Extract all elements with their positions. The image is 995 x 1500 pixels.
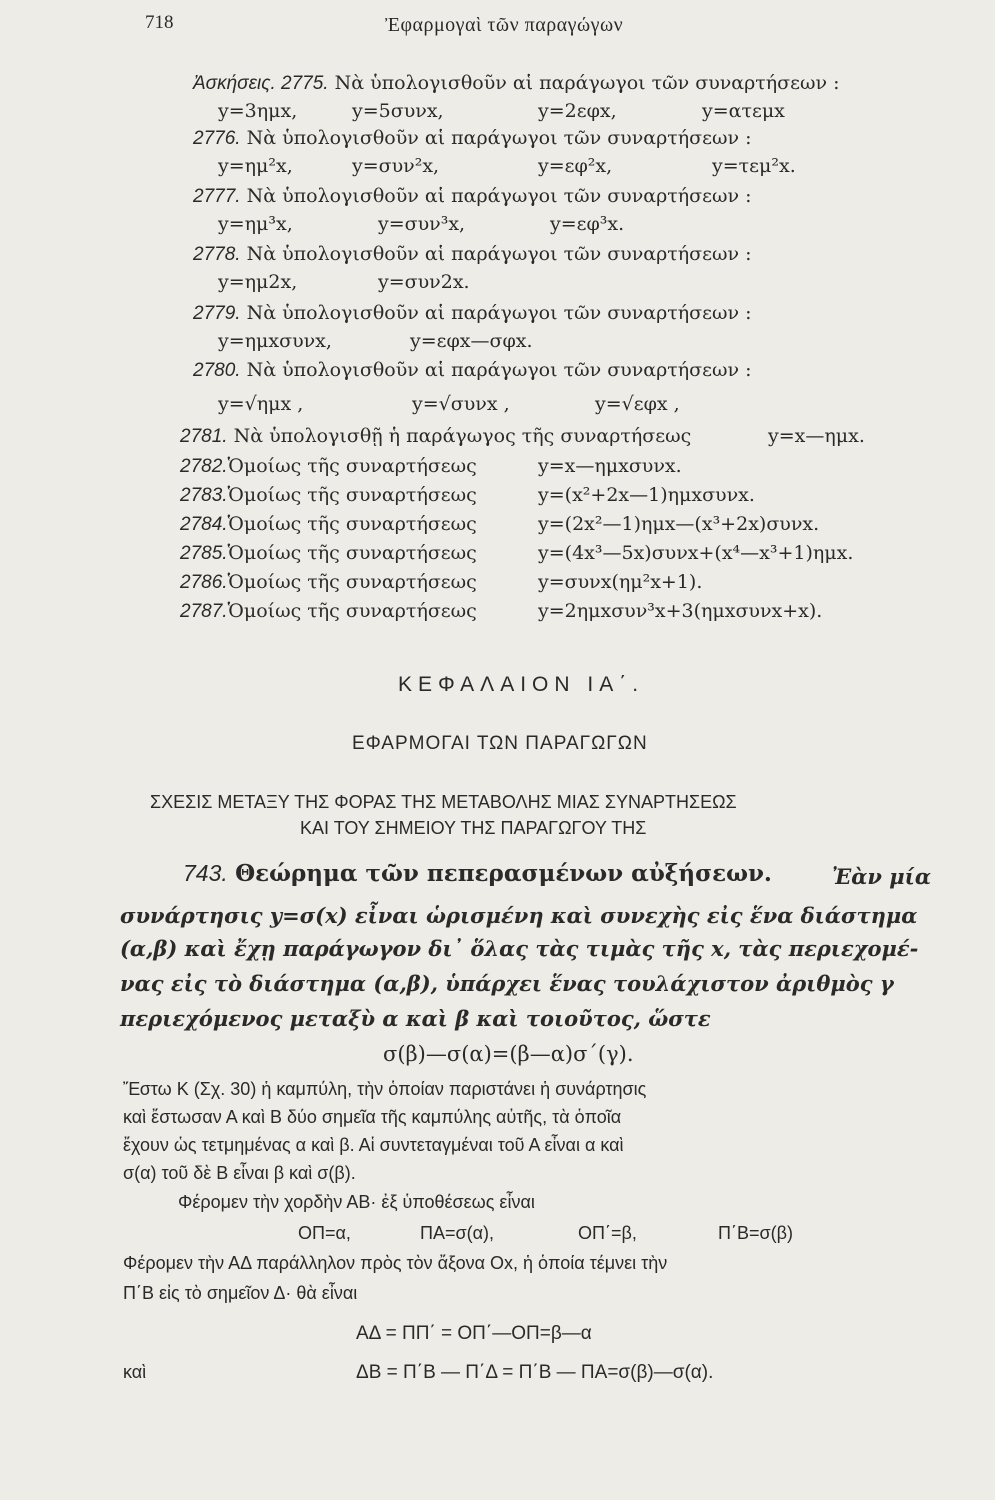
exercise-2785 (180, 542, 477, 565)
segment-op: ΟΠ=α, (298, 1223, 351, 1243)
exercise-number: 2779. (193, 303, 241, 324)
page-number: 718 (145, 12, 174, 33)
exercise-2778 (193, 243, 751, 266)
exercise-text: Νὰ ὑπολογισθοῦν αἱ παράγωγοι τῶν συναρτήσεων : (246, 185, 752, 207)
exercise-text: Ὁμοίως τῆς συναρτήσεως (227, 513, 477, 535)
formula: y=(2x²—1)ημx—(x³+2x)συνx. (538, 513, 820, 535)
exercise-2783 (180, 484, 477, 507)
exercise-text: Νὰ ὑπολογισθοῦν αἱ παράγωγοι τῶν συναρτήσεων : (246, 127, 752, 149)
chapter-title: ΕΦΑΡΜΟΓΑΙ ΤΩΝ ΠΑΡΑΓΩΓΩΝ (352, 733, 648, 754)
proof-text: καὶ ἔστωσαν Α καὶ Β δύο σημεῖα τῆς καμπύλης αὐτῆς, τὰ ὁποῖα (123, 1107, 622, 1127)
exercise-2780 (193, 359, 751, 382)
exercise-2786 (180, 571, 477, 594)
exercise-text: Νὰ ὑπολογισθοῦν αἱ παράγωγοι τῶν συναρτήσεων : (246, 359, 752, 381)
formula: y=x—ημx. (768, 425, 865, 447)
exercise-text: Ὁμοίως τῆς συναρτήσεως (227, 571, 477, 593)
formula: y=ημxσυνx, (218, 330, 332, 352)
theorem-text: περιεχόμενος μεταξὺ α καὶ β καὶ τοιοῦτος, ὥστε (120, 1006, 711, 1031)
exercise-number: 2786. (180, 572, 228, 593)
exercise-text: Νὰ ὑπολογισθοῦν αἱ παράγωγοι τῶν συναρτήσεων : (334, 72, 840, 94)
theorem-formula: σ(β)—σ(α)=(β—α)σ΄(γ). (383, 1042, 634, 1066)
running-title: Ἐφαρμογαὶ τῶν παραγώγων (385, 14, 624, 36)
exercise-2776 (193, 127, 751, 150)
theorem-title: Θεώρημα τῶν πεπερασμένων αὐξήσεων. (235, 860, 772, 887)
proof-text: Φέρομεν τὴν ΑΔ παράλληλον πρὸς τὸν ἄξονα Οx, ἡ ὁποία τέμνει τὴν (123, 1253, 668, 1273)
formula: y=2ημxσυν³x+3(ημxσυνx+x). (538, 600, 823, 622)
formula: y=(4x³—5x)συνx+(x⁴—x³+1)ημx. (538, 542, 854, 564)
formula: y=(x²+2x—1)ημxσυνx. (538, 484, 755, 506)
formula: y=συν²x, (352, 155, 440, 177)
formula: y=εφ³x. (550, 213, 625, 235)
formula: y=εφ²x, (538, 155, 613, 177)
segment-pa: ΠΑ=σ(α), (420, 1223, 495, 1243)
exercise-number: 2787. (180, 601, 228, 622)
exercise-2782 (180, 455, 477, 478)
formula: y=x—ημxσυνx. (538, 455, 682, 477)
theorem-heading (183, 860, 772, 887)
theorem-text: Ἐὰν μία (832, 864, 932, 889)
exercise-text: Ὁμοίως τῆς συναρτήσεως (227, 600, 477, 622)
exercise-number: Ἀσκήσεις. 2775. (193, 73, 329, 94)
exercise-2781 (180, 425, 691, 448)
formula: y=√εφx , (595, 393, 680, 415)
exercise-number: 2777. (193, 186, 241, 207)
proof-text: σ(α) τοῦ δὲ Β εἶναι β καὶ σ(β). (123, 1163, 356, 1183)
exercise-number: 2783. (180, 485, 228, 506)
formula: y=ατεμx (702, 100, 785, 122)
exercise-text: Νὰ ὑπολογισθοῦν αἱ παράγωγοι τῶν συναρτήσεων : (246, 243, 752, 265)
theorem-text: συνάρτησις y=σ(x) εἶναι ὡρισμένη καὶ συνεχὴς εἰς ἕνα διάστημα (120, 903, 918, 928)
exercise-text: Νὰ ὑπολογισθῇ ἡ παράγωγος τῆς συναρτήσεως (233, 425, 692, 447)
segment-p-prime-b: Π΄Β=σ(β) (718, 1223, 793, 1243)
exercise-number: 2776. (193, 128, 241, 149)
conjunction-kai: καὶ (123, 1362, 147, 1382)
exercise-text: Ὁμοίως τῆς συναρτήσεως (227, 484, 477, 506)
exercise-text: Ὁμοίως τῆς συναρτήσεως (227, 455, 477, 477)
exercise-text: Νὰ ὑπολογισθοῦν αἱ παράγωγοι τῶν συναρτήσεων : (246, 302, 752, 324)
proof-text: Φέρομεν τὴν χορδὴν ΑΒ· ἐξ ὑποθέσεως εἶναι (178, 1192, 535, 1212)
segment-op-prime: ΟΠ΄=β, (578, 1223, 637, 1243)
equation-ad: ΑΔ = ΠΠ΄ = ΟΠ΄—ΟΠ=β—α (356, 1323, 592, 1344)
proof-text: Ἔστω Κ (Σχ. 30) ἡ καμπύλη, τὴν ὁποίαν παριστάνει ἡ συνάρτησις (123, 1079, 647, 1099)
chapter-label: ΚΕΦΑΛΑΙΟΝ ΙΑ΄. (398, 673, 645, 696)
formula: y=συν³x, (378, 213, 466, 235)
exercise-2775 (193, 72, 839, 95)
theorem-text: (α,β) καὶ ἔχῃ παράγωγον δι᾿ ὅλας τὰς τιμὰς τῆς x, τὰς περιεχομέ- (120, 936, 919, 961)
proof-text: Π΄Β εἰς τὸ σημεῖον Δ· θὰ εἶναι (123, 1283, 358, 1303)
exercise-2779 (193, 302, 751, 325)
formula: y=3ημx, (218, 100, 298, 122)
exercise-number: 2781. (180, 426, 228, 447)
formula: y=εφx—σφx. (410, 330, 533, 352)
theorem-text: νας εἰς τὸ διάστημα (α,β), ὑπάρχει ἕνας τουλάχιστον ἀριθμὸς γ (120, 971, 894, 996)
exercise-number: 2785. (180, 543, 228, 564)
exercise-text: Ὁμοίως τῆς συναρτήσεως (227, 542, 477, 564)
formula: y=τεμ²x. (712, 155, 796, 177)
theorem-number: 743. (183, 860, 228, 886)
exercise-2777 (193, 185, 751, 208)
exercise-2784 (180, 513, 477, 536)
formula: y=√ημx , (218, 393, 304, 415)
equation-db: ΔΒ = Π΄Β — Π΄Δ = Π΄Β — ΠΑ=σ(β)—σ(α). (356, 1362, 714, 1383)
exercise-number: 2782. (180, 456, 228, 477)
formula: y=συν2x. (378, 271, 470, 293)
formula: y=ημ³x, (218, 213, 293, 235)
formula: y=συνx(ημ²x+1). (538, 571, 703, 593)
formula: y=2εφx, (538, 100, 617, 122)
formula: y=√συνx , (412, 393, 510, 415)
exercise-2787 (180, 600, 477, 623)
exercise-number: 2780. (193, 360, 241, 381)
exercise-number: 2784. (180, 514, 228, 535)
exercise-number: 2778. (193, 244, 241, 265)
formula: y=5συνx, (352, 100, 444, 122)
proof-text: ἔχουν ὡς τετμημένας α καὶ β. Αἱ συντεταγμέναι τοῦ Α εἶναι α καὶ (123, 1135, 624, 1155)
formula: y=ημ2x, (218, 271, 298, 293)
chapter-subtitle-2: ΚΑΙ ΤΟΥ ΣΗΜΕΙΟΥ ΤΗΣ ΠΑΡΑΓΩΓΟΥ ΤΗΣ (300, 818, 647, 838)
formula: y=ημ²x, (218, 155, 293, 177)
chapter-subtitle-1: ΣΧΕΣΙΣ ΜΕΤΑΞΥ ΤΗΣ ΦΟΡΑΣ ΤΗΣ ΜΕΤΑΒΟΛΗΣ ΜΙΑΣ ΣΥΝΑΡΤΗΣΕΩΣ (150, 792, 737, 812)
